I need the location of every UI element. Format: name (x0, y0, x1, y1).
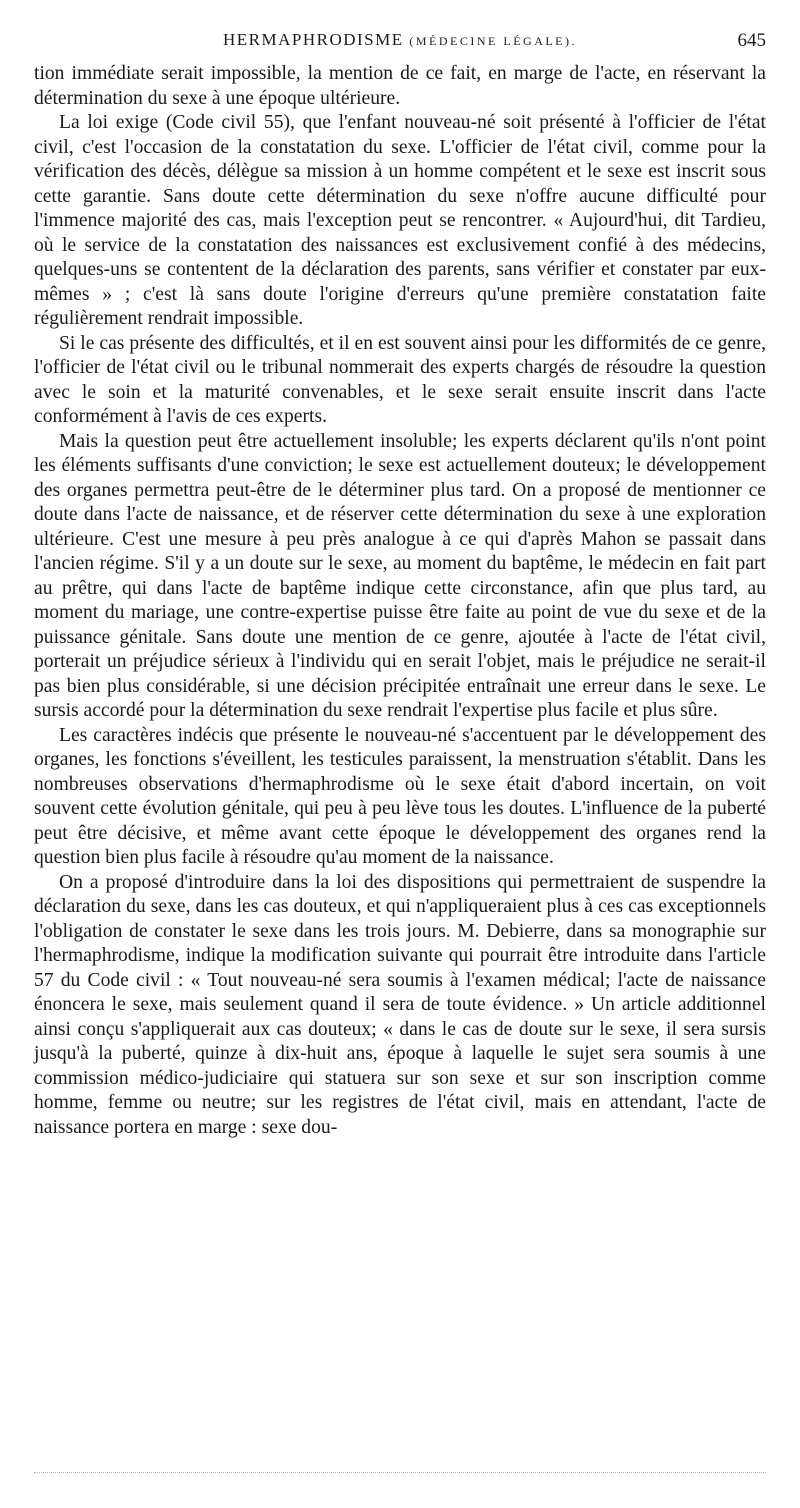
body-text (34, 62, 766, 1140)
paragraph: La loi exige (Code civil 55), que l'enfant nouveau-né soit présenté à l'officier de l'état civil, c'est l'occasion de la constatation du sexe. L'officier de l'état civil, comme pour la vérification des décès, délègue sa mission à un homme compétent et le sexe est inscrit sous cette garantie. Sans doute cette détermination du sexe n'offre aucune difficulté pour l'immence majorité des cas, mais l'exception peut se rencontrer. « Aujourd'hui, dit Tardieu, où le service de la constatation des naissances est exclusivement confié à des médecins, quelques-uns se contentent de la déclaration des parents, sans vérifier et constater par eux-mêmes » ; c'est là sans doute l'origine d'erreurs qu'une première constatation faite régulièrement rendrait impossible. (34, 112, 766, 329)
page-number: 645 (737, 30, 766, 51)
header-subtitle: (MÉDECINE LÉGALE). (409, 34, 578, 48)
footer-rule (34, 1472, 766, 1473)
running-title (34, 30, 766, 50)
header-title: HERMAPHRODISME (222, 30, 404, 49)
paragraph: Si le cas présente des difficultés, et il en est souvent ainsi pour les difformités de ce genre, l'officier de l'état civil ou le tribunal nommerait des experts chargés de résoudre la question avec le soin et la maturité convenables, et le sexe serait ensuite inscrit dans l'acte conformément à l'avis de ces experts. (34, 332, 766, 427)
paragraph-continuation: tion immédiate serait impossible, la mention de ce fait, en marge de l'acte, en réservant la détermination du sexe à une époque ultérieure. (34, 63, 766, 109)
running-head (34, 30, 766, 58)
paragraph: Mais la question peut être actuellement insoluble; les experts déclarent qu'ils n'ont point les éléments suffisants d'une conviction; le sexe est actuellement douteux; le développement des organes permettra peut-être de le déterminer plus tard. On a proposé de mentionner ce doute dans l'acte de naissance, et de réserver cette détermination du sexe à une exploration ultérieure. C'est une mesure à peu près analogue à ce qui d'après Mahon se passait dans l'ancien régime. S'il y a un doute sur le sexe, au moment du baptême, le médecin en fait part au prêtre, qui dans l'acte de baptême indique cette circonstance, afin que plus tard, au moment du mariage, une contre-expertise puisse être faite au point de vue du sexe et de la puissance génitale. Sans doute une mention de ce genre, ajoutée à l'acte de l'état civil, porterait un préjudice sérieux à l'individu qui en serait l'objet, mais le préjudice ne serait-il pas bien plus considérable, si une décision précipitée entraînait une erreur dans le sexe. Le sursis accordé pour la détermination du sexe rendrait l'expertise plus facile et plus sûre. (34, 430, 766, 721)
paragraph: On a proposé d'introduire dans la loi des dispositions qui permettraient de suspendre la déclaration du sexe, dans les cas douteux, et qui n'appliqueraient plus à ces cas exceptionnels l'obligation de constater le sexe dans les trois jours. M. Debierre, dans sa monographie sur l'hermaphrodisme, indique la modification suivante qui pourrait être introduite dans l'article 57 du Code civil : « Tout nouveau-né sera soumis à l'examen médical; l'acte de naissance énoncera le sexe, mais seulement quand il sera de toute évidence. » Un article additionnel ainsi conçu s'appliquerait aux cas douteux; « dans le cas de doute sur le sexe, il sera sursis jusqu'à la puberté, quinze à dix-huit ans, époque à laquelle le sujet sera soumis à une commission médico-judiciaire qui statuera sur son sexe et sur son inscription comme homme, femme ou neutre; sur les registres de l'état civil, mais en attendant, l'acte de naissance portera en marge : sexe dou- (34, 871, 766, 1138)
paragraph: Les caractères indécis que présente le nouveau-né s'accentuent par le développement des organes, les fonctions s'éveillent, les testicules paraissent, la menstruation s'établit. Dans les nombreuses observations d'hermaphrodisme où le sexe était d'abord incertain, on voit souvent cette évolution génitale, qui peu à peu lève tous les doutes. L'influence de la puberté peut être décisive, et même avant cette époque le développement des organes rend la question bien plus facile à résoudre qu'au moment de la naissance. (34, 724, 766, 868)
